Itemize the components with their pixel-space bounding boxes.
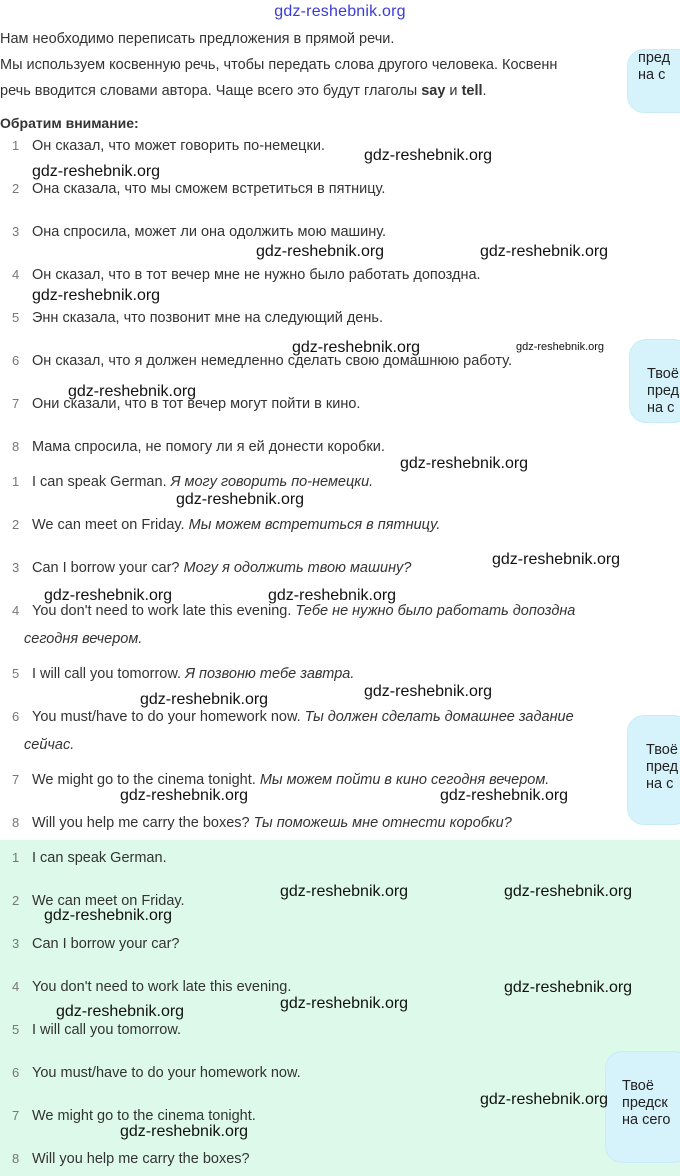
bubble-line: на сего: [622, 1112, 671, 1128]
watermark-text: gdz-reshebnik.org: [268, 587, 397, 604]
answer-item: [12, 850, 640, 866]
item-number: 8: [12, 815, 20, 830]
item-text: Она спросила, может ли она одолжить мою машину.: [32, 224, 387, 240]
item-text: Она сказала, что мы сможем встретиться в пятницу.: [32, 181, 386, 197]
attention-heading: Обратим внимание:: [0, 115, 139, 131]
item-translation-continued: сегодня вечером.: [24, 631, 143, 647]
bubble-line: пред: [638, 50, 671, 66]
item-number: 1: [12, 850, 20, 865]
item-english: You must/have to do your homework now.: [32, 709, 305, 725]
watermark-text: gdz-reshebnik.org: [364, 147, 493, 164]
answer-item: [12, 1022, 640, 1038]
watermark-text: gdz-reshebnik.org: [292, 339, 421, 356]
item-english: You don't need to work late this evening.: [32, 603, 296, 619]
watermark-text: gdz-reshebnik.org: [56, 1003, 185, 1020]
item-number: 5: [12, 666, 20, 681]
watermark-text: gdz-reshebnik.org: [120, 1123, 249, 1140]
item-text: Он сказал, что я должен немедленно сделать свою домашнюю работу.: [32, 353, 512, 369]
watermark-text: gdz-reshebnik.org: [516, 341, 605, 353]
item-english: We can meet on Friday.: [32, 517, 189, 533]
item-translation: Ты поможешь мне отнести коробки?: [253, 815, 512, 831]
item-number: 1: [12, 138, 20, 153]
watermark-text: gdz-reshebnik.org: [440, 787, 569, 804]
list-item: [12, 224, 640, 240]
item-english: Can I borrow your car?: [32, 560, 184, 576]
header-watermark: gdz-reshebnik.org: [274, 3, 406, 20]
item-number: 4: [12, 979, 20, 994]
intro-period: .: [482, 83, 487, 99]
answer-text: You must/have to do your homework now.: [32, 1065, 301, 1081]
intro-line-2: Мы используем косвенную речь, чтобы передать слова другого человека. Косвенн: [0, 57, 558, 73]
item-number: 4: [12, 603, 20, 618]
watermark-text: gdz-reshebnik.org: [480, 1091, 609, 1108]
assistant-bubble[interactable]: [628, 716, 680, 824]
assistant-bubble[interactable]: [628, 50, 680, 112]
item-translation: Мы можем встретиться в пятницу.: [188, 517, 441, 533]
answer-text: We might go to the cinema tonight.: [32, 1108, 256, 1124]
item-number: 3: [12, 224, 20, 239]
bubble-line: на с: [646, 776, 674, 792]
answer-text: Will you help me carry the boxes?: [32, 1151, 250, 1167]
item-number: 7: [12, 396, 20, 411]
item-number: 6: [12, 1065, 20, 1080]
list-item: [12, 666, 640, 682]
item-number: 2: [12, 181, 20, 196]
bubble-line: пред: [646, 759, 679, 775]
list-item: [12, 310, 640, 326]
watermark-text: gdz-reshebnik.org: [400, 455, 529, 472]
answer-item: [12, 936, 640, 952]
watermark-text: gdz-reshebnik.org: [492, 551, 621, 568]
item-english: I can speak German.: [32, 474, 171, 490]
verb-tell: tell: [461, 83, 483, 99]
item-translation-continued: сейчас.: [24, 737, 75, 753]
list-item: [12, 517, 640, 533]
bubble-line: Твоё: [647, 366, 679, 382]
item-translation: Тебе не нужно было работать допоздна: [295, 603, 576, 619]
item-number: 2: [12, 517, 20, 532]
bubble-line: Твоё: [622, 1078, 654, 1094]
item-number: 6: [12, 709, 20, 724]
answer-item: [12, 1151, 640, 1167]
item-number: 5: [12, 1022, 20, 1037]
item-translation: Я позвоню тебе завтра.: [185, 666, 355, 682]
item-number: 4: [12, 267, 20, 282]
item-number: 8: [12, 1151, 20, 1166]
list-item: [12, 815, 640, 831]
bubble-line: Твоё: [646, 742, 678, 758]
bubble-line: на с: [647, 400, 675, 416]
watermark-text: gdz-reshebnik.org: [44, 907, 173, 924]
item-translation: Могу я одолжить твою машину?: [183, 560, 412, 576]
item-translation: Мы можем пойти в кино сегодня вечером.: [259, 772, 550, 788]
intro-conj: и: [445, 83, 462, 99]
answer-text: Can I borrow your car?: [32, 936, 180, 952]
answer-item: [12, 1065, 640, 1081]
item-english: Will you help me carry the boxes?: [32, 815, 254, 831]
watermark-text: gdz-reshebnik.org: [504, 883, 633, 900]
item-number: 3: [12, 936, 20, 951]
item-text: Он сказал, что в тот вечер мне не нужно было работать допоздна.: [32, 267, 481, 283]
item-number: 7: [12, 1108, 20, 1123]
item-number: 8: [12, 439, 20, 454]
answer-item: [12, 1108, 640, 1124]
item-number: 6: [12, 353, 20, 368]
intro-line-1: Нам необходимо переписать предложения в прямой речи.: [0, 31, 395, 47]
watermark-text: gdz-reshebnik.org: [44, 587, 173, 604]
list-item: [12, 267, 640, 283]
watermark-text: gdz-reshebnik.org: [480, 243, 609, 260]
bubble-line: пред: [647, 383, 680, 399]
item-translation: Я могу говорить по-немецки.: [170, 474, 374, 490]
verb-say: say: [421, 83, 446, 99]
list-item: [12, 709, 640, 725]
answer-text: I can speak German.: [32, 850, 167, 866]
item-text: Он сказал, что может говорить по-немецки.: [32, 138, 325, 154]
watermark-text: gdz-reshebnik.org: [120, 787, 249, 804]
watermark-text: gdz-reshebnik.org: [280, 995, 409, 1012]
list-item: [12, 603, 640, 619]
answer-text: You don't need to work late this evening.: [32, 979, 292, 995]
list-item: [12, 138, 640, 154]
item-number: 5: [12, 310, 20, 325]
list-item: [12, 439, 640, 455]
item-text: Они сказали, что в тот вечер могут пойти в кино.: [32, 396, 361, 412]
watermark-text: gdz-reshebnik.org: [256, 243, 385, 260]
item-number: 1: [12, 474, 20, 489]
bubble-line: на с: [638, 67, 666, 83]
item-text: Энн сказала, что позвонит мне на следующий день.: [32, 310, 383, 326]
intro-line-3: [0, 83, 487, 99]
list-item: [12, 181, 640, 197]
watermark-text: gdz-reshebnik.org: [176, 491, 305, 508]
watermark-text: gdz-reshebnik.org: [32, 287, 161, 304]
item-number: 7: [12, 772, 20, 787]
answer-text: We can meet on Friday.: [32, 893, 185, 909]
watermark-text: gdz-reshebnik.org: [280, 883, 409, 900]
watermark-text: gdz-reshebnik.org: [504, 979, 633, 996]
watermark-text: gdz-reshebnik.org: [68, 383, 197, 400]
list-item: [12, 772, 640, 788]
item-text: Мама спросила, не помогу ли я ей донести коробки.: [32, 439, 385, 455]
intro-line-3-text: речь вводится словами автора. Чаще всего это будут глаголы: [0, 83, 422, 99]
watermark-text: gdz-reshebnik.org: [364, 683, 493, 700]
list-item: [12, 474, 640, 490]
watermark-text: gdz-reshebnik.org: [140, 691, 269, 708]
item-translation: Ты должен сделать домашнее задание: [304, 709, 574, 725]
watermark-text: gdz-reshebnik.org: [32, 163, 161, 180]
item-number: 2: [12, 893, 20, 908]
item-english: I will call you tomorrow.: [32, 666, 186, 682]
item-english: We might go to the cinema tonight.: [32, 772, 260, 788]
answer-text: I will call you tomorrow.: [32, 1022, 182, 1038]
bubble-line: предск: [622, 1095, 668, 1111]
assistant-bubble[interactable]: [606, 1052, 680, 1162]
item-number: 3: [12, 560, 20, 575]
assistant-bubble[interactable]: [630, 340, 680, 422]
